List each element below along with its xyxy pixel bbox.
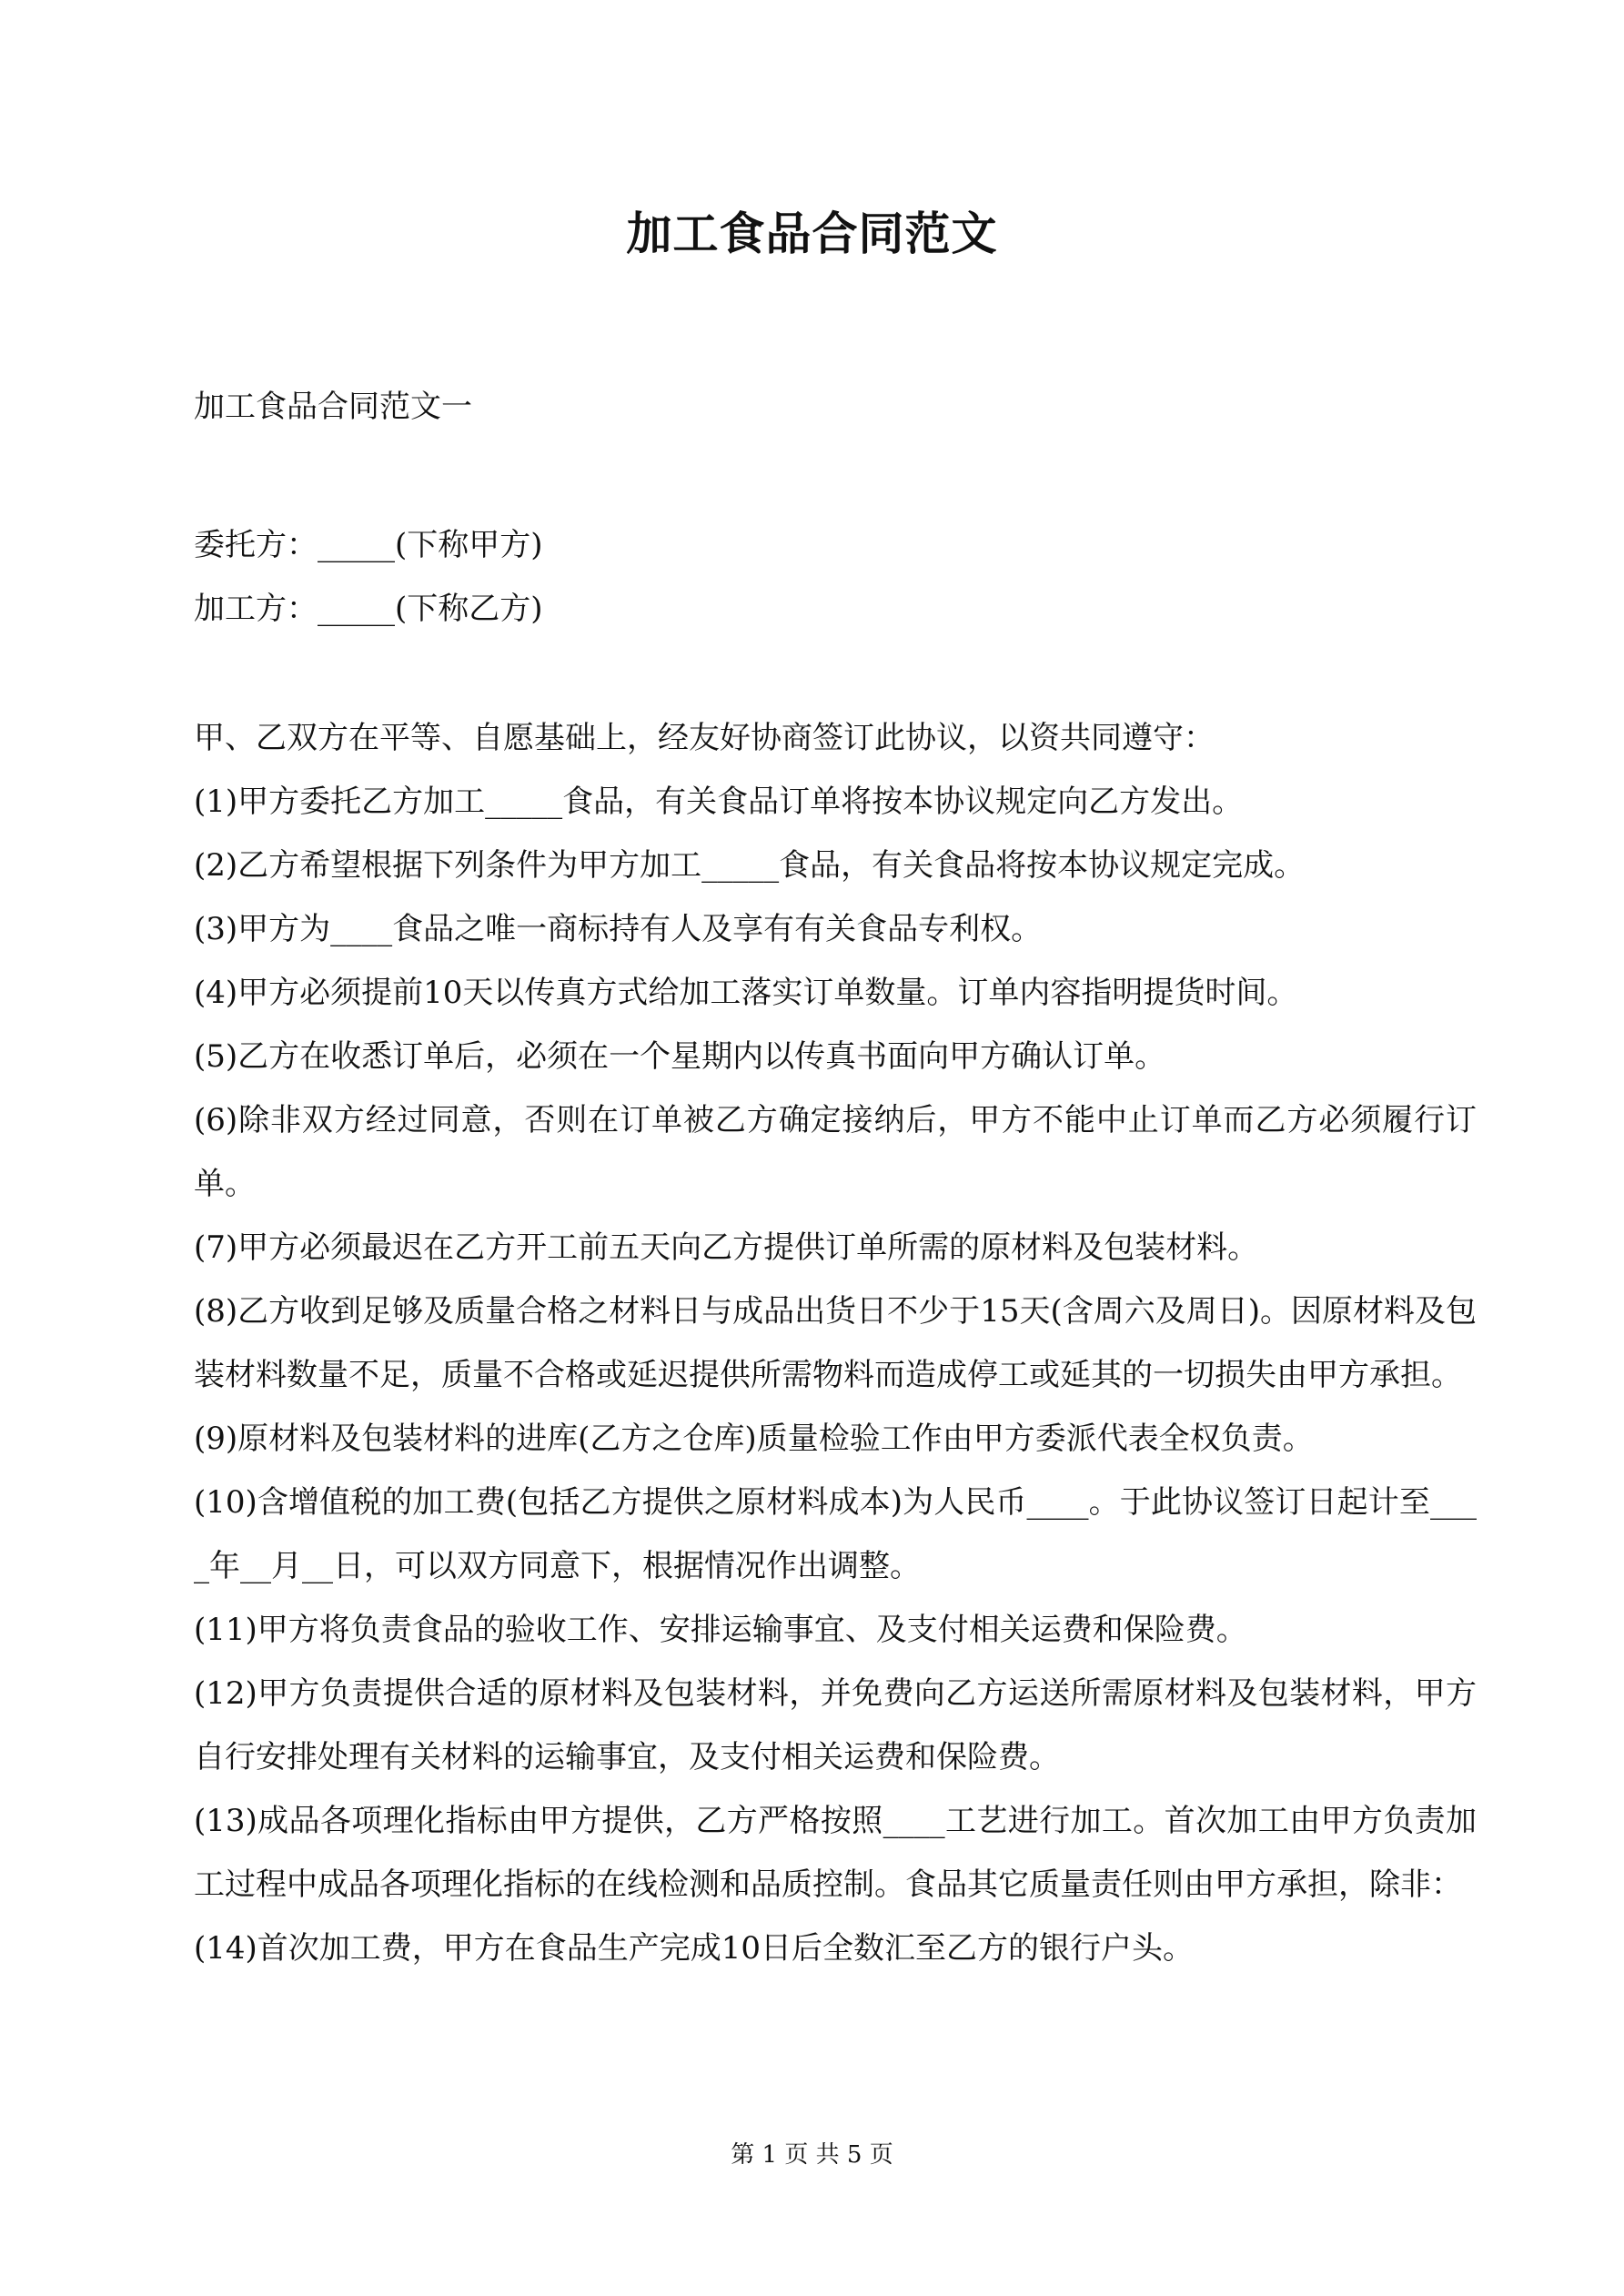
- parties-block: [194, 513, 1468, 641]
- clause-13: (13)成品各项理化指标由甲方提供，乙方严格按照____工艺进行加工。首次加工由甲方负责加工过程中成品各项理化指标的在线检测和品质控制。食品其它质量责任则由甲方承担，除非：: [194, 1803, 1477, 1903]
- clause-2: (2)乙方希望根据下列条件为甲方加工_____食品，有关食品将按本协议规定完成。: [194, 847, 1306, 884]
- clause-14: (14)首次加工费，甲方在食品生产完成10日后全数汇至乙方的银行户头。: [194, 1930, 1195, 1967]
- section-subtitle: 加工食品合同范文一: [194, 389, 472, 425]
- party-entrusting: 委托方：_____(下称甲方): [194, 527, 543, 563]
- contract-body: [194, 706, 1477, 1980]
- clause-1: (1)甲方委托乙方加工_____食品，有关食品订单将按本协议规定向乙方发出。: [194, 784, 1244, 820]
- clause-11: (11)甲方将负责食品的验收工作、安排运输事宜、及支付相关运费和保险费。: [194, 1612, 1247, 1648]
- clause-12: (12)甲方负责提供合适的原材料及包装材料，并免费向乙方运送所需原材料及包装材料，甲方自行安排处理有关材料的运输事宜，及支付相关运费和保险费。: [194, 1675, 1477, 1775]
- clause-9: (9)原材料及包装材料的进库(乙方之仓库)质量检验工作由甲方委派代表全权负责。: [194, 1421, 1314, 1457]
- page-number-footer: 第 1 页 共 5 页: [731, 2141, 893, 2169]
- paragraph-intro: 甲、乙双方在平等、自愿基础上，经友好协商签订此协议，以资共同遵守：: [194, 720, 1215, 756]
- clause-6: (6)除非双方经过同意，否则在订单被乙方确定接纳后，甲方不能中止订单而乙方必须履行订单。: [194, 1102, 1477, 1202]
- clause-3: (3)甲方为____食品之唯一商标持有人及享有有关食品专利权。: [194, 911, 1043, 947]
- clause-8: (8)乙方收到足够及质量合格之材料日与成品出货日不少于15天(含周六及周日)。因原材料及包装材料数量不足，质量不合格或延迟提供所需物料而造成停工或延其的一切损失由甲方承担。: [194, 1293, 1477, 1393]
- document-title: 加工食品合同范文: [626, 207, 998, 260]
- clause-10: (10)含增值税的加工费(包括乙方提供之原材料成本)为人民币____。于此协议签订日起计至____年__月__日，可以双方同意下，根据情况作出调整。: [194, 1484, 1477, 1584]
- party-processing: 加工方：_____(下称乙方): [194, 591, 543, 627]
- clause-7: (7)甲方必须最迟在乙方开工前五天向乙方提供订单所需的原材料及包装材料。: [194, 1229, 1259, 1266]
- clause-5: (5)乙方在收悉订单后，必须在一个星期内以传真书面向甲方确认订单。: [194, 1038, 1166, 1075]
- clause-4: (4)甲方必须提前10天以传真方式给加工落实订单数量。订单内容指明提货时间。: [194, 975, 1298, 1011]
